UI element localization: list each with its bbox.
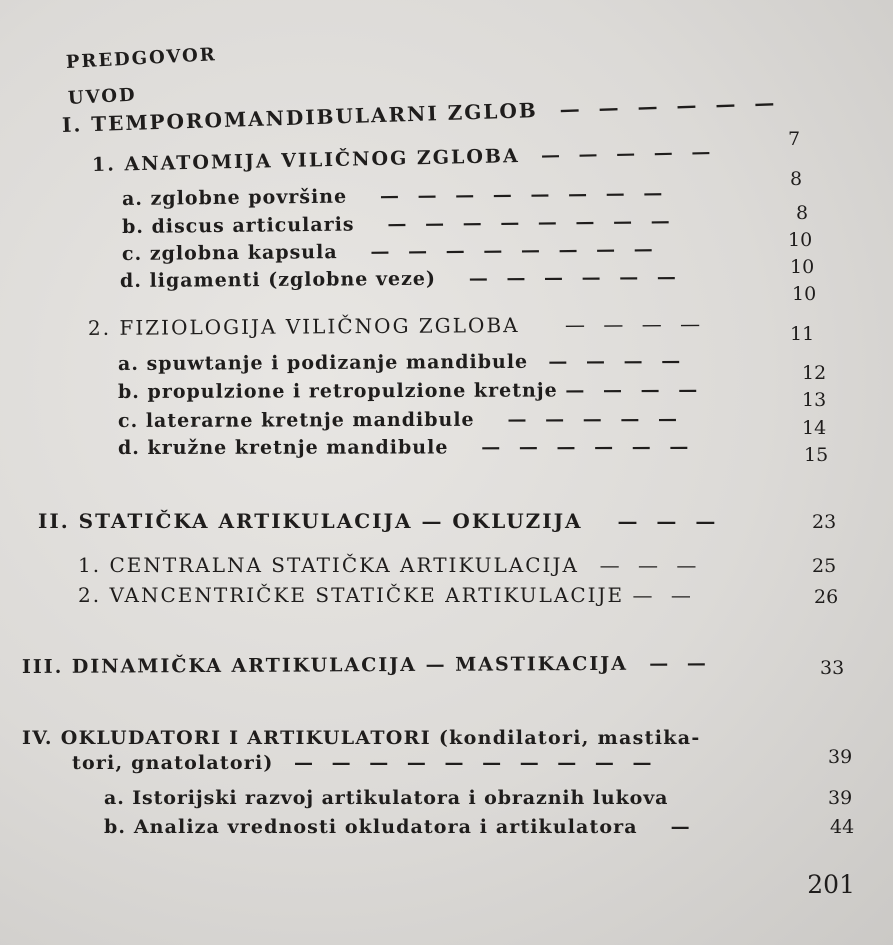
- page-ref: 33: [820, 657, 845, 679]
- section-number: 2.: [87, 315, 112, 340]
- chapter-title: STATIČKA ARTIKULACIJA — OKLUZIJA: [78, 509, 583, 533]
- page-ref: 11: [790, 323, 815, 345]
- toc-subsection-2b: [118, 379, 703, 403]
- section-number: 2.: [78, 583, 102, 607]
- section-title: FIZIOLOGIJA VILIČNOG ZGLOBA: [119, 312, 520, 340]
- section-title: VANCENTRIČKE STATIČKE ARTIKULACIJE: [109, 583, 625, 607]
- subsection-letter: a.: [117, 352, 139, 375]
- page-ref: 8: [796, 202, 809, 224]
- toc-chapter-1: [62, 90, 781, 137]
- subsection-letter: b.: [117, 380, 140, 403]
- toc-section-2-2: [78, 583, 697, 607]
- leader-dashes: — — — — — —: [456, 435, 695, 459]
- section-title: CENTRALNA STATIČKA ARTIKULACIJA: [109, 553, 579, 577]
- toc-subsection-2a: [118, 350, 686, 375]
- leader-dashes: — — — — — — — —: [362, 210, 676, 236]
- subsection-letter: b.: [104, 816, 127, 838]
- subsection-title: zglobne površine: [150, 185, 348, 210]
- chapter-roman: I.: [61, 112, 83, 137]
- entry-title: UVOD: [67, 84, 138, 109]
- toc-chapter-3: [22, 652, 712, 678]
- subsection-title: ligamenti (zglobne veze): [149, 267, 437, 292]
- subsection-title: kružne kretnje mandibule: [147, 436, 449, 459]
- leader-dashes: — — — — —: [528, 140, 717, 167]
- chapter-title: OKLUDATORI I ARTIKULATORI: [60, 727, 431, 749]
- toc-subsection-1c: [122, 238, 659, 265]
- subsection-title: Istorijski razvoj artikulatora i obraznih lukova: [132, 787, 669, 809]
- page-ref: 26: [814, 586, 839, 608]
- entry-title: PREDGOVOR: [65, 44, 218, 73]
- page-ref: 12: [802, 362, 827, 384]
- leader-dashes: — —: [636, 652, 712, 675]
- subsection-letter: d.: [119, 269, 142, 292]
- toc-subsection-1d: [120, 266, 682, 292]
- page-ref: 25: [812, 555, 837, 577]
- page-number: 201: [807, 870, 855, 899]
- chapter-roman: III.: [21, 655, 64, 678]
- subsection-title: Analiza vrednosti okludatora i artikulatora: [133, 816, 638, 838]
- page-ref: 13: [802, 389, 827, 411]
- toc-chapter-4-cont: [72, 752, 658, 774]
- toc-subsection-1a: [122, 182, 669, 210]
- page-ref: 39: [828, 787, 853, 809]
- subsection-letter: c.: [121, 242, 143, 265]
- chapter-title-rest: (kondilatori, mastika-: [438, 727, 701, 749]
- toc-subsection-4a: [104, 787, 668, 809]
- page-ref: 44: [830, 816, 855, 838]
- leader-dashes: — — —: [587, 553, 703, 577]
- page-ref: 15: [804, 444, 829, 466]
- toc-section-2: [88, 312, 706, 340]
- leader-dashes: — — — —: [527, 311, 707, 337]
- subsection-letter: a.: [121, 187, 144, 210]
- subsection-title: laterarne kretnje mandibule: [145, 408, 475, 432]
- leader-dashes: — — — — —: [482, 408, 683, 431]
- subsection-letter: a.: [104, 787, 125, 809]
- page-ref: 10: [790, 256, 815, 278]
- toc-entry-uvod: [67, 84, 137, 109]
- subsection-letter: d.: [117, 436, 140, 459]
- chapter-title: TEMPOROMANDIBULARNI ZGLOB: [90, 98, 539, 137]
- leader-dashes: —: [645, 816, 696, 838]
- leader-dashes: — — — — — — — —: [345, 238, 659, 264]
- page-ref: 10: [792, 283, 817, 305]
- toc-chapter-2: [38, 509, 721, 533]
- page-ref: 39: [828, 746, 853, 768]
- toc-subsection-1b: [122, 210, 676, 238]
- page-ref: 10: [788, 229, 813, 251]
- page-ref: 7: [788, 128, 801, 150]
- page-ref: 23: [812, 511, 837, 533]
- toc-subsection-2d: [118, 436, 694, 459]
- toc-subsection-2c: [118, 408, 683, 432]
- chapter-title: DINAMIČKA ARTIKULACIJA — MASTIKACIJA: [71, 652, 629, 678]
- section-title: ANATOMIJA VILIČNOG ZGLOBA: [124, 145, 520, 176]
- leader-dashes: — — — — — —: [546, 90, 781, 122]
- section-number: 1.: [78, 553, 102, 577]
- page-ref: 8: [790, 168, 803, 190]
- leader-dashes: — — — — — — — —: [354, 182, 669, 208]
- section-number: 1.: [91, 153, 117, 176]
- toc-chapter-4: [22, 727, 701, 749]
- subsection-title: discus articularis: [151, 213, 355, 238]
- subsection-title: zglobna kapsula: [149, 241, 338, 265]
- leader-dashes: — — —: [591, 509, 722, 533]
- leader-dashes: — —: [632, 583, 697, 607]
- chapter-roman: IV.: [22, 727, 53, 749]
- subsection-title: propulzione i retropulzione kretnje: [147, 379, 558, 403]
- leader-dashes: — — — —: [535, 350, 687, 373]
- chapter-roman: II.: [38, 509, 70, 533]
- chapter-title-cont: tori, gnatolatori): [72, 752, 274, 774]
- toc-subsection-4b: [104, 816, 696, 838]
- toc-entry-predgovor: [65, 44, 217, 73]
- toc-section-1: [92, 141, 717, 176]
- page-ref: 14: [802, 417, 827, 439]
- subsection-letter: b.: [121, 215, 145, 238]
- leader-dashes: — — — — — —: [443, 266, 682, 290]
- leader-dashes: — — — —: [565, 378, 704, 402]
- toc-section-2-1: [78, 553, 702, 577]
- subsection-letter: c.: [117, 409, 139, 432]
- subsection-title: spuwtanje i podizanje mandibule: [146, 350, 529, 375]
- leader-dashes: — — — — — — — — — —: [281, 752, 658, 774]
